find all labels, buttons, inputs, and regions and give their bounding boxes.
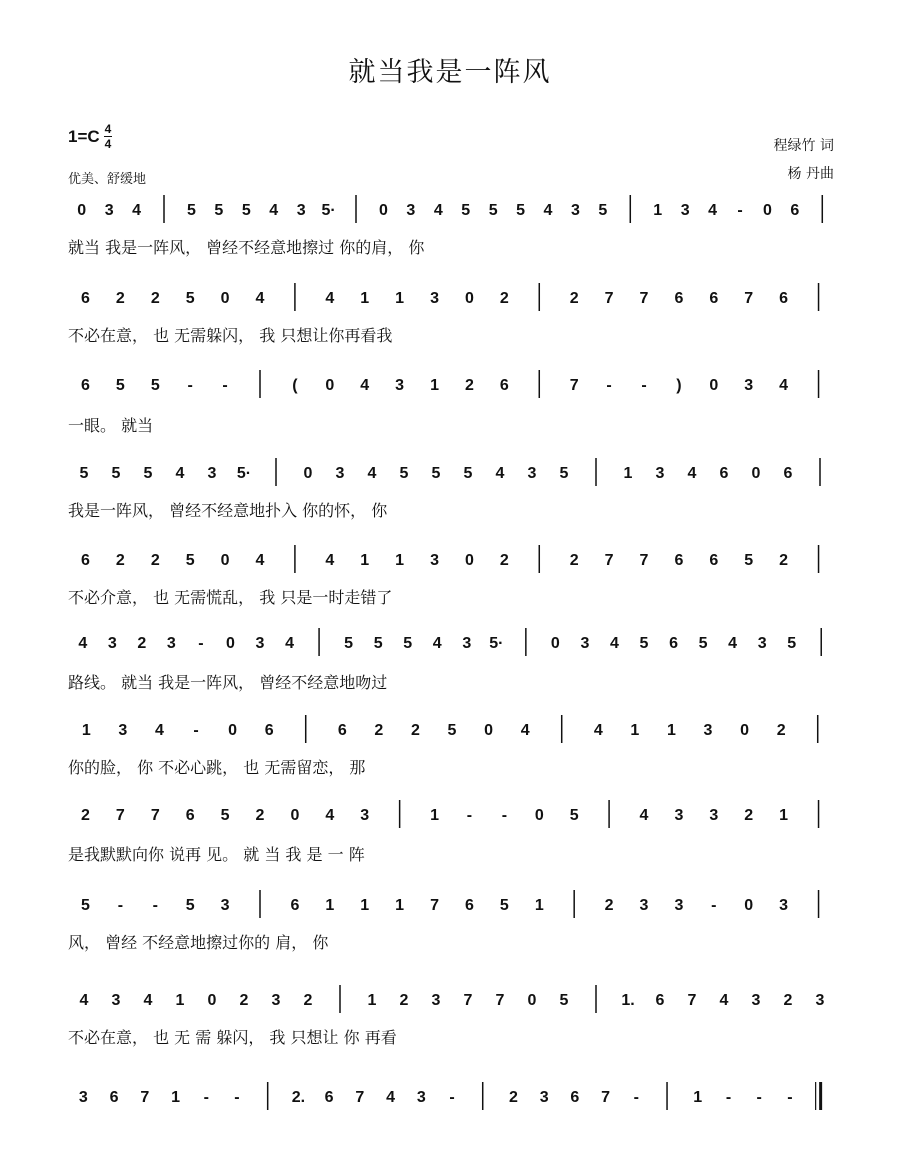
note: 5 [344, 635, 354, 652]
note: 4 [593, 722, 603, 739]
note: 0 [740, 722, 750, 739]
note: 1 [630, 722, 640, 739]
note: 1 [623, 465, 633, 482]
note: 4 [367, 465, 377, 482]
note: 5 [150, 377, 160, 394]
key-label: 1=C [68, 126, 100, 146]
note: 4 [143, 992, 153, 1009]
note: 1 [666, 722, 676, 739]
note: 6 [109, 1089, 119, 1106]
note: 6 [674, 552, 684, 569]
note: 7 [430, 897, 439, 914]
note: 2 [465, 377, 474, 394]
note: - [737, 202, 743, 219]
note: 7 [495, 992, 505, 1009]
note: 5 [431, 465, 441, 482]
lyric-line: 我是一阵风， 曾经不经意地扑入 你的怀， 你 [68, 501, 388, 520]
note: 4 [132, 202, 142, 219]
note: 6 [709, 552, 719, 569]
note: 3 [462, 635, 472, 652]
note: 5 [639, 635, 649, 652]
note: - [725, 1089, 732, 1106]
note: 4 [386, 1089, 396, 1106]
note: 3 [751, 992, 761, 1009]
note: 6 [570, 1089, 580, 1106]
note: 6 [783, 465, 793, 482]
note: 6 [337, 722, 347, 739]
note: 3 [655, 465, 665, 482]
note: 2 [150, 290, 160, 307]
note: 4 [728, 635, 738, 652]
note: 2 [783, 992, 793, 1009]
note: 1 [367, 992, 377, 1009]
note: 7 [355, 1089, 365, 1106]
note: 2 [499, 290, 509, 307]
note: 0 [220, 290, 230, 307]
note: 0 [207, 992, 217, 1009]
lyric-line: 一眼。 就当 [68, 416, 154, 435]
note: 3 [815, 992, 825, 1009]
note: 5 [399, 465, 409, 482]
note: 3 [78, 1089, 88, 1106]
note: 3 [639, 897, 649, 914]
note: 7 [115, 807, 125, 824]
note: ) [676, 377, 682, 394]
note: 5 [461, 202, 471, 219]
note: 1 [534, 897, 544, 914]
note: 3 [296, 202, 306, 219]
note: 7 [150, 807, 160, 824]
note: 4 [255, 552, 265, 569]
note: 1 [360, 290, 370, 307]
note: 5 [598, 202, 608, 219]
note: 2 [508, 1089, 518, 1106]
note: - [193, 722, 199, 739]
note: 3 [416, 1089, 426, 1106]
note: 6 [324, 1089, 334, 1106]
note: 5· [489, 635, 504, 652]
note: 1 [395, 897, 405, 914]
note: 5 [185, 552, 195, 569]
note: 3 [674, 807, 684, 824]
note: 4 [708, 202, 718, 219]
note: 5 [81, 897, 90, 914]
note: - [466, 807, 473, 824]
note: 2 [115, 290, 125, 307]
note: 4 [269, 202, 279, 219]
note: 1 [430, 377, 439, 394]
note: 6 [81, 377, 90, 394]
note: 4 [325, 552, 335, 569]
note: 5 [220, 807, 230, 824]
note: 5 [143, 465, 153, 482]
note: 5 [214, 202, 224, 219]
lyricist-credit: 程绿竹 词 [773, 138, 834, 154]
note: 4 [433, 202, 443, 219]
note: 3 [674, 897, 684, 914]
note: 5· [321, 202, 336, 219]
note: 0 [465, 290, 474, 307]
note: 7 [604, 290, 614, 307]
note: 3 [220, 897, 230, 914]
note: 7 [601, 1089, 611, 1106]
note: 2 [81, 807, 90, 824]
note: 3 [779, 897, 789, 914]
note: 2 [779, 552, 789, 569]
note: 0 [762, 202, 772, 219]
note: 3 [680, 202, 690, 219]
note: - [198, 635, 204, 652]
note: 6 [465, 897, 474, 914]
note: - [203, 1089, 209, 1106]
note: 3 [431, 992, 441, 1009]
note: 0 [290, 807, 300, 824]
note: 4 [520, 722, 530, 739]
note: 1 [325, 897, 335, 914]
note: 0 [303, 465, 313, 482]
note: 1 [360, 897, 370, 914]
note: 5 [79, 465, 89, 482]
note: 5 [569, 807, 579, 824]
note: 0 [220, 552, 230, 569]
note: 3 [570, 202, 580, 219]
note: 4 [610, 635, 619, 652]
note: 5 [787, 635, 797, 652]
note: 3 [104, 202, 114, 219]
note: 4 [78, 635, 88, 652]
note: 3 [527, 465, 537, 482]
note: 5 [559, 992, 569, 1009]
lyric-line: 路线。 就当 我是一阵风， 曾经不经意地吻过 [68, 673, 388, 692]
note: 4 [285, 635, 294, 652]
note: 2 [410, 722, 420, 739]
note: 2 [150, 552, 160, 569]
note: 3 [709, 807, 719, 824]
note: - [606, 377, 612, 394]
note: 1 [395, 290, 405, 307]
note: 0 [709, 377, 719, 394]
note: - [633, 1089, 639, 1106]
time-sig-top: 4 [104, 122, 112, 136]
note: - [117, 897, 124, 914]
lyric-line: 不必在意， 也 无 需 躲闪， 我 只想让 你 再看 [68, 1028, 397, 1047]
note: 5 [185, 897, 195, 914]
note: 4 [432, 635, 442, 652]
note: 6 [81, 552, 90, 569]
note: 0 [378, 202, 388, 219]
note: 6 [264, 722, 274, 739]
note: 2 [744, 807, 754, 824]
note: 3 [430, 552, 439, 569]
lyric-line: 就当 我是一阵风， 曾经不经意地擦过 你的肩， 你 [68, 238, 425, 257]
note: 2 [569, 552, 579, 569]
note: 3 [395, 377, 405, 394]
note: ( [292, 377, 298, 394]
note: 2 [776, 722, 786, 739]
note: 6 [719, 465, 729, 482]
note: 2 [569, 290, 579, 307]
note: 1 [360, 552, 370, 569]
note: 3 [335, 465, 345, 482]
note: 5· [236, 465, 252, 482]
note: 5 [403, 635, 413, 652]
note: 6 [779, 290, 789, 307]
note: 6 [790, 202, 800, 219]
note: 5 [111, 465, 121, 482]
note: 5 [559, 465, 569, 482]
note: 2 [255, 807, 265, 824]
note: 5 [241, 202, 251, 219]
note: 2 [115, 552, 125, 569]
note: 3 [539, 1089, 549, 1106]
note: 7 [687, 992, 697, 1009]
song-title: 就当我是一阵风 [348, 57, 552, 88]
note: 3 [744, 377, 754, 394]
note: 5 [447, 722, 457, 739]
note: 4 [154, 722, 164, 739]
note: 2 [499, 552, 509, 569]
note: 3 [757, 635, 767, 652]
note: 3 [406, 202, 416, 219]
note: 7 [569, 377, 579, 394]
note: 6 [709, 290, 719, 307]
note: 5 [698, 635, 708, 652]
note: - [641, 377, 647, 394]
note: 1 [430, 807, 439, 824]
note: 3 [271, 992, 281, 1009]
note: 2 [374, 722, 384, 739]
note: 4 [175, 465, 185, 482]
note: 4 [255, 290, 265, 307]
note: - [711, 897, 717, 914]
note: 5 [373, 635, 383, 652]
note: 7 [639, 290, 649, 307]
note: 4 [543, 202, 553, 219]
note: 3 [580, 635, 590, 652]
note: 0 [744, 897, 754, 914]
note: 4 [79, 992, 89, 1009]
note: 6 [674, 290, 684, 307]
note: 4 [687, 465, 697, 482]
note: 5 [186, 202, 196, 219]
note: 2 [303, 992, 313, 1009]
note: - [152, 897, 158, 914]
note: 6 [669, 635, 678, 652]
note: 1. [621, 992, 635, 1009]
note: 7 [604, 552, 614, 569]
note: 5 [115, 377, 125, 394]
note: 2. [291, 1089, 306, 1106]
note: 3 [111, 992, 121, 1009]
tempo-marking: 优美、舒缓地 [68, 172, 147, 187]
note: 7 [463, 992, 473, 1009]
note: 1 [395, 552, 405, 569]
note: 5 [499, 897, 509, 914]
note: 6 [499, 377, 509, 394]
note: 7 [744, 290, 754, 307]
note: 0 [325, 377, 335, 394]
note: 0 [527, 992, 537, 1009]
note: 4 [360, 377, 370, 394]
note: 3 [703, 722, 713, 739]
note: 1 [653, 202, 663, 219]
note: - [187, 377, 193, 394]
note: 2 [239, 992, 249, 1009]
note: 7 [639, 552, 649, 569]
note: 5 [185, 290, 195, 307]
note: 0 [550, 635, 560, 652]
note: 2 [137, 635, 147, 652]
note: 1 [81, 722, 91, 739]
note: - [234, 1089, 240, 1106]
note: 0 [77, 202, 87, 219]
note: 2 [604, 897, 614, 914]
note: 6 [290, 897, 300, 914]
lyric-line: 不必在意， 也 无需躲闪， 我 只想让你再看我 [68, 326, 393, 345]
lyric-line: 是我默默向你 说再 见。 就 当 我 是 一 阵 [68, 845, 365, 864]
note: 1 [175, 992, 185, 1009]
lyric-line: 你的脸， 你 不必心跳， 也 无需留恋， 那 [68, 758, 366, 777]
note: 4 [779, 377, 789, 394]
note: 3 [118, 722, 128, 739]
note: 3 [430, 290, 439, 307]
note: 3 [360, 807, 370, 824]
note: 0 [465, 552, 474, 569]
note: 0 [484, 722, 494, 739]
note: 1 [693, 1089, 703, 1106]
note: - [501, 807, 508, 824]
note: 0 [228, 722, 238, 739]
note: 5 [516, 202, 526, 219]
note: 5 [488, 202, 498, 219]
note: 4 [495, 465, 505, 482]
note: 3 [255, 635, 265, 652]
note: 4 [325, 290, 335, 307]
time-sig-bottom: 4 [104, 137, 112, 151]
note: - [222, 377, 228, 394]
composer-credit: 杨 丹曲 [787, 166, 834, 182]
note: 4 [719, 992, 729, 1009]
note: 1 [779, 807, 789, 824]
note: 4 [325, 807, 335, 824]
note: 1 [171, 1089, 180, 1106]
note: 0 [534, 807, 544, 824]
note: 3 [207, 465, 217, 482]
note: - [787, 1089, 793, 1106]
note: 3 [107, 635, 117, 652]
note: - [756, 1089, 762, 1106]
note: 0 [226, 635, 235, 652]
note: 7 [140, 1089, 150, 1106]
note: 5 [744, 552, 754, 569]
lyric-line: 风， 曾经 不经意地擦过你的 肩， 你 [68, 933, 329, 952]
note: - [449, 1089, 455, 1106]
note: 6 [81, 290, 90, 307]
note: 2 [399, 992, 409, 1009]
note: 5 [463, 465, 473, 482]
lyric-line: 不必介意， 也 无需慌乱， 我 只是一时走错了 [68, 588, 393, 607]
note: 4 [639, 807, 649, 824]
note: 3 [166, 635, 176, 652]
note: 6 [185, 807, 195, 824]
note: 0 [751, 465, 761, 482]
note: 6 [655, 992, 665, 1009]
